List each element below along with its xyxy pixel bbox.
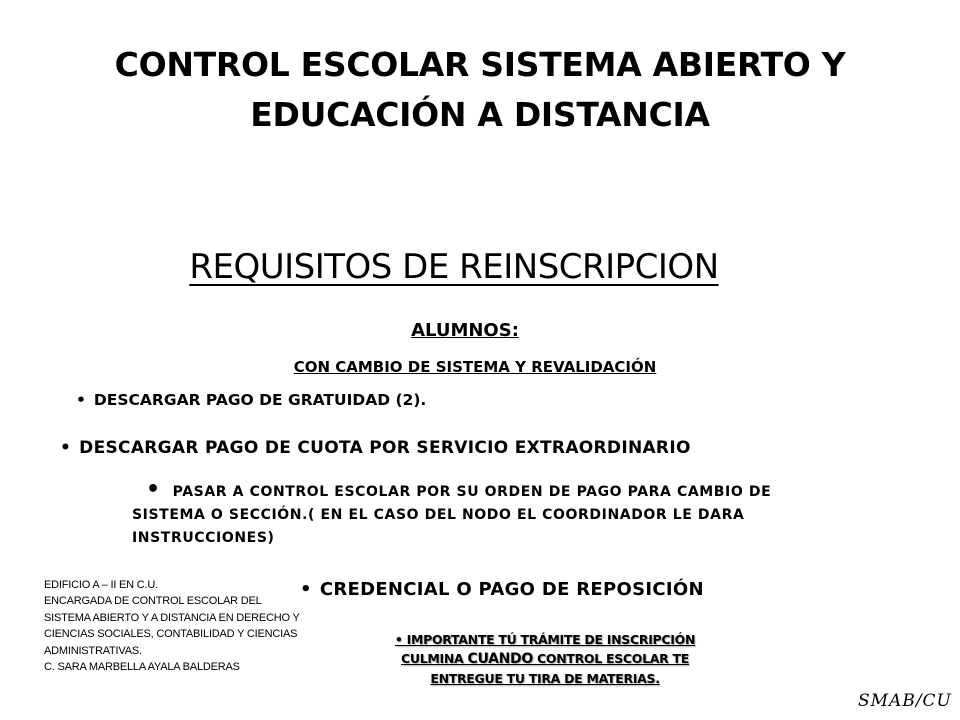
office-address	[44, 577, 344, 675]
signature-initials: SMAB/CU	[858, 691, 952, 711]
bullet-icon: •	[300, 579, 312, 600]
requirement-text: DESCARGAR PAGO DE CUOTA POR SERVICIO EXTRAORDINARIO	[79, 438, 691, 458]
requirement-item	[60, 435, 691, 461]
requirement-text-line-2: SISTEMA O SECCIÓN.( EN EL CASO DEL NODO EL COORDINADOR LE DARA	[132, 507, 745, 523]
page-title-line-1: CONTROL ESCOLAR SISTEMA ABIERTO Y	[114, 45, 846, 84]
section-subheading: CON CAMBIO DE SISTEMA Y REVALIDACIÓN	[293, 358, 657, 376]
section-heading: ALUMNOS:	[411, 320, 519, 341]
requirement-item	[132, 477, 881, 550]
address-line: ENCARGADA DE CONTROL ESCOLAR DEL	[44, 595, 262, 608]
address-line: C. SARA MARBELLA AYALA BALDERAS	[44, 661, 240, 674]
important-note-line-2a: CULMINA	[401, 651, 468, 666]
bullet-icon: •	[60, 438, 72, 458]
requirement-text-line-1: PASAR A CONTROL ESCOLAR POR SU ORDEN DE PAGO PARA CAMBIO DE	[172, 484, 772, 500]
bullet-icon: •	[146, 477, 161, 502]
address-line: ADMINISTRATIVAS.	[44, 644, 142, 657]
requirement-text: DESCARGAR PAGO DE GRATUIDAD (2).	[93, 391, 427, 409]
important-note-line-3: ENTREGUE TU TIRA DE MATERIAS.	[430, 671, 660, 686]
requirement-text-line-3: INSTRUCCIONES)	[132, 530, 275, 546]
address-line: SISTEMA ABIERTO Y A DISTANCIA EN DERECHO Y	[44, 611, 300, 624]
bullet-icon: •	[394, 632, 403, 647]
bullet-icon: •	[76, 391, 86, 409]
page-title-line-2: EDUCACIÓN A DISTANCIA	[250, 95, 710, 134]
important-note-line-1: IMPORTANTE TÚ TRÁMITE DE INSCRIPCIÓN	[406, 632, 696, 647]
important-note	[330, 630, 760, 688]
page-title	[40, 40, 920, 140]
requirement-item	[76, 388, 426, 412]
address-line: EDIFICIO A – II EN C.U.	[44, 579, 158, 591]
requirement-item	[300, 576, 704, 604]
requirement-text: CREDENCIAL O PAGO DE REPOSICIÓN	[319, 579, 704, 600]
important-note-line-2b: CUANDO	[467, 651, 533, 667]
important-note-line-2c: CONTROL ESCOLAR TE	[532, 651, 689, 666]
address-line: CIENCIAS SOCIALES, CONTABILIDAD Y CIENCIAS	[44, 628, 298, 641]
page-subtitle: REQUISITOS DE REINSCRIPCION	[189, 247, 719, 287]
